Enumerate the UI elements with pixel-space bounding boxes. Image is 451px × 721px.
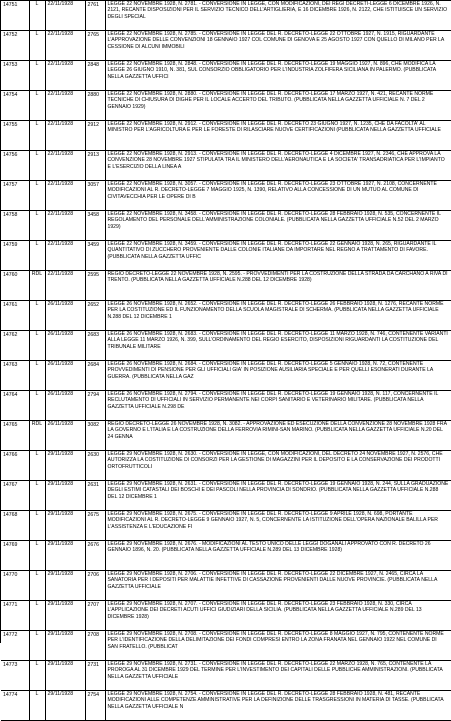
act-type: L [29, 571, 45, 601]
row-number: 14769 [1, 541, 29, 571]
act-page: 3459 [85, 241, 105, 271]
row-number: 14756 [1, 151, 29, 181]
act-description: LEGGE 29 NOVEMBRE 1928, N. 2707. - CONVERSIONE IN LEGGE DEL R. DECRETO-LEGGE 23 FEBBRAIO 1928, N. 330, CIRCA L'APPLICAZIONE DEI DECRETI ACUTI UFFICI GIUDIZIARI DELLA SICILIA. (PUBBLICATA NELLA GAZZETTA UFFICIALE N.289 DEL 13 DICEMBRE 1928) [105, 601, 451, 631]
act-date: 26/11/1928 [45, 331, 85, 361]
act-page: 2676 [85, 541, 105, 571]
table-row [1, 511, 451, 541]
act-date: 26/11/1928 [45, 301, 85, 331]
act-page: 2631 [85, 481, 105, 511]
act-description: LEGGE 26 NOVEMBRE 1928, N. 2683. - CONVERSIONE IN LEGGE DEL R. DECRETO-LEGGE 11 MARZO 1928, N. 746, CONTENENTE VARIANTI ALLA LEGGE 11 MARZO 1926, N. 399, SULL'ORDINAMENTO DEL REGIO ESERCITO, DISPOSIZIONI RIGUARDANTI LA COSTITUZIONE DEL TRIBUNALE MILITARE [105, 331, 451, 361]
table-row [1, 31, 451, 61]
act-date: 29/11/1928 [45, 601, 85, 631]
act-description: LEGGE 22 NOVEMBRE 1928, N. 2880. - CONVERSIONE IN LEGGE DEL R. DECRETO-LEGGE 17 MARZO 1927, N. 421, RECANTE NORME TECNICHE DI CHIUSURA DI DIGHE PER IL LOCALE ACCERTO DEL TRIBUTO. (PUBBLICATA NELLA GAZZETTA UFFICIALE N. 7 DEL 2 GENNAIO 1929) [105, 91, 451, 121]
act-date: 22/11/1928 [45, 121, 85, 151]
act-date: 22/11/1928 [45, 271, 85, 301]
act-date: 26/11/1928 [45, 421, 85, 451]
act-type: L [29, 61, 45, 91]
table-row [1, 181, 451, 211]
act-date: 29/11/1928 [45, 451, 85, 481]
act-type: L [29, 241, 45, 271]
act-page: 2708 [85, 631, 105, 661]
table-row [1, 241, 451, 271]
act-page: 2913 [85, 151, 105, 181]
act-date: 22/11/1928 [45, 61, 85, 91]
act-page: 2675 [85, 511, 105, 541]
act-date: 22/11/1928 [45, 181, 85, 211]
act-type: L [29, 181, 45, 211]
table-row [1, 61, 451, 91]
act-description: LEGGE 29 NOVEMBRE 1928, N. 2706. - CONVERSIONE IN LEGGE DEL R. DECRETO-LEGGE 22 DICEMBRE 1927, N. 2465, CIRCA LA SANATORIA PER I DEPOSITI PER MALATTIE INFETTIVE DI CASSAZIONE PROVENIENTI DALLE NUOVE PROVINCIE. (PUBBLICATA NELLA GAZZETTA UFFICIALE [105, 571, 451, 601]
act-date: 22/11/1928 [45, 151, 85, 181]
act-description: REGIO DECRETO-LEGGE 26 NOVEMBRE 1928, N. 3082. - APPROVAZIONE ED ESECUZIONE DELLA CONVENZIONE 28 NOVEMBRE 1928 FRA LA GOVERNO E L'ITALIA E LA COSTRUZIONE DELLA FERROVIA RIMINI-SAN MARINO. (PUBBLICATA NELLA GAZZETTA UFFICIALE N.20 DEL 24 GENNA [105, 421, 451, 451]
act-type: L [29, 541, 45, 571]
table-row [1, 451, 451, 481]
act-page: 2731 [85, 661, 105, 691]
act-page: 2912 [85, 121, 105, 151]
act-type: L [29, 511, 45, 541]
row-number: 14753 [1, 61, 29, 91]
row-number: 14771 [1, 601, 29, 631]
act-type: L [29, 361, 45, 391]
act-date: 29/11/1928 [45, 481, 85, 511]
act-date: 26/11/1928 [45, 391, 85, 421]
table-row [1, 421, 451, 451]
act-page: 2707 [85, 601, 105, 631]
act-page: 2794 [85, 391, 105, 421]
act-type: L [29, 451, 45, 481]
act-type: L [29, 661, 45, 691]
act-date: 22/11/1928 [45, 241, 85, 271]
act-date: 29/11/1928 [45, 541, 85, 571]
act-type: L [29, 301, 45, 331]
act-page: 2754 [85, 691, 105, 721]
table-row [1, 691, 451, 721]
row-number: 14754 [1, 91, 29, 121]
act-date: 26/11/1928 [45, 361, 85, 391]
act-description: REGIO DECRETO-LEGGE 22 NOVEMBRE 1928, N. 2595. - PROVVEDIMENTI PER LA COSTRUZIONE DELLA STRADA DA CARCHANO A RIVA DI TRENTO. (PUBBLICATA NELLA GAZZETTA UFFICIALE N.288 DEL 12 DICEMBRE 1928) [105, 271, 451, 301]
act-page: 2630 [85, 451, 105, 481]
laws-table [1, 1, 451, 721]
table-row [1, 301, 451, 331]
table-row [1, 541, 451, 571]
act-type: RDL [29, 271, 45, 301]
act-type: L [29, 31, 45, 61]
row-number: 14751 [1, 1, 29, 31]
act-description: LEGGE 26 NOVEMBRE 1928, N. 2652. - CONVERSIONE IN LEGGE DEL R. DECRETO-LEGGE 26 FEBBRAIO 1928, N. 1276, RECANTE NORME PER LA COSTITUZIONE ED IL FUNZIONAMENTO DELLA SCUOLA MAGISTRALE DI SCHERMA. (PUBBLICATA NELLA GAZZETTA UFFICIALE N.288 DEL 12 DICEMBRE 1 [105, 301, 451, 331]
row-number: 14765 [1, 421, 29, 451]
row-number: 14770 [1, 571, 29, 601]
act-type: L [29, 91, 45, 121]
act-page: 3082 [85, 421, 105, 451]
act-page: 2706 [85, 571, 105, 601]
act-page: 2848 [85, 61, 105, 91]
table-row [1, 391, 451, 421]
row-number: 14764 [1, 391, 29, 421]
table-row [1, 601, 451, 631]
act-description: LEGGE 29 NOVEMBRE 1928, N. 2630. - CONVERSIONE IN LEGGE, CON MODIFICAZIONI, DEL DECRETO 24 NOVEMBRE 1927, N. 2576, CHE AUTORIZZA LA COSTITUZIONE DI CONSORZI PER LA GESTIONE DI MAGAZZINI PER IL DEPOSITO E LA CONSERVAZIONE DEI PRODOTTI ORTOFRUTTICOLI [105, 451, 451, 481]
table-row [1, 211, 451, 241]
act-type: L [29, 481, 45, 511]
table-row [1, 91, 451, 121]
act-description: LEGGE 22 NOVEMBRE 1928, N. 2912. - CONVERSIONE IN LEGGE DEL R. DECRETO 23 GIUGNO 1927, N. 1235, CHE DA FACOLTA' AL MINISTRO PER L'AGRICOLTURA E PER LE FORESTE DI RILASCIARE NUOVE CERTIFICAZIONI (PUBBLICATA NELLA GAZZETTA UFFICIALE [105, 121, 451, 151]
table-row [1, 481, 451, 511]
act-date: 22/11/1928 [45, 1, 85, 31]
act-description: LEGGE 22 NOVEMBRE 1928, N. 3459. - CONVERSIONE IN LEGGE DEL R. DECRETO-LEGGE 22 GENNAIO 1928, N. 265, RIGUARDANTE IL QUANTITATIVO DI ZUCCHERO PROVENIENTE DALLE COLONIE ITALIANE DA IMPORTARE NEL REGNO A TRATTAMENTO DI FAVORE. (PUBBLICATA NELLA GAZZETTA UFFIC [105, 241, 451, 271]
act-description: LEGGE 26 NOVEMBRE 1928, N. 2684. - CONVERSIONE IN LEGGE DEL R. DECRETO-LEGGE 5 GENNAIO 1928, N. 72, CONTENENTE PROVVEDIMENTI DI PENSIONE PER GLI UFFICIALI GIA' IN POSIZIONE AUSILIARIA SPECIALE E PER QUELLI ESONERATI DURANTE LA GUERRA. (PUBBLICATA NELLA GAZ [105, 361, 451, 391]
act-description: LEGGE 22 NOVEMBRE 1928, N. 2785. - CONVERSIONE IN LEGGE DEL R. DECRETO-LEGGE 22 OTTOBRE 1927, N. 1915, RIGUARDANTE L'APPROVAZIONE DELLE CONVENZIONI 18 GENNAIO 1927 COL COMUNE DI GENOVA E 25 AGOSTO 1927 CON QUELLO DI MILANO PER LA CESSIONE DI ALCUNI IMMOBILI [105, 31, 451, 61]
act-type: L [29, 211, 45, 241]
act-page: 2761 [85, 1, 105, 31]
act-description: LEGGE 29 NOVEMBRE 1928, N. 2754. - CONVERSIONE IN LEGGE DEL R. DECRETO-LEGGE 28 FEBBRAIO 1928, N. 481, RECANTE MODIFICAZIONI ALLE COMPETENZE AMMINISTRATIVE PER LA DEFINIZIONE DELLE TRASGRESSIONI IN MATERIA DI TASSE. (PUBBLICATA NELLA GAZZETTA UFFICIALE N [105, 691, 451, 721]
row-number: 14761 [1, 301, 29, 331]
act-description: LEGGE 22 NOVEMBRE 1928, N. 2848. - CONVERSIONE IN LEGGE DEL R. DECRETO-LEGGE 19 MAGGIO 1927, N. 896, CHE MODIFICA LA LEGGE 26 GIUGNO 1910, N. 381, SUL CONSORZIO OBBLIGATORIO PER L'INDUSTRIA ZOLFIFERA SICILIANA IN PALERMO. (PUBBLICATA NELLA GAZZETTA UFFICI [105, 61, 451, 91]
row-number: 14755 [1, 121, 29, 151]
act-type: L [29, 331, 45, 361]
act-page: 2683 [85, 331, 105, 361]
act-date: 29/11/1928 [45, 571, 85, 601]
act-description: LEGGE 29 NOVEMBRE 1928, N. 2675. - CONVERSIONE IN LEGGE DEL R. DECRETO-LEGGE 9 APRILE 1928, N. 698, PORTANTE MODIFICAZIONI AL R. DECRETO-LEGGE 9 GENNAIO 1927, N. 5, CONCERNENTE LA ISTITUZIONE DELL'OPERA NAZIONALE BALILLA PER L'ASSISTENZA E L'EDUCAZIONE FI [105, 511, 451, 541]
table-row [1, 151, 451, 181]
row-number: 14762 [1, 331, 29, 361]
row-number: 14774 [1, 691, 29, 721]
act-date: 22/11/1928 [45, 91, 85, 121]
act-type: L [29, 151, 45, 181]
act-description: LEGGE 26 NOVEMBRE 1928, N. 2794. - CONVERSIONE IN LEGGE DEL R. DECRETO-LEGGE 19 GENNAIO 1928, N. 117, CONCERNENTE IL RECLUTAMENTO DI UFFICIALI IN SERVIZIO PERMANENTE NEI CORPI SANITARIO E VETERINARIO MILITARE. (PUBBLICATA NELLA GAZZETTA UFFICIALE N.298 DE [105, 391, 451, 421]
act-description: LEGGE 29 NOVEMBRE 1928, N. 2708. - CONVERSIONE IN LEGGE DEL R. DECRETO-LEGGE 8 MAGGIO 1927, N. 795, CONTENENTE NORME PER L'IDENTIFICAZIONE DELLA DELIMITAZIONE DEI FONDI COMPRESI ENTRO LA ZONA FRANATA NEL GENNAIO 1922 NEL COMUNE DI SAN FRATELLO. (PUBBLICAT [105, 631, 451, 661]
act-type: L [29, 1, 45, 31]
act-type: L [29, 391, 45, 421]
row-number: 14766 [1, 451, 29, 481]
table-row [1, 361, 451, 391]
row-number: 14759 [1, 241, 29, 271]
act-description: LEGGE 22 NOVEMBRE 1928, N. 2913. - CONVERSIONE IN LEGGE DEL R. DECRETO-LEGGE 4 DICEMBRE 1927, N. 2346, CHE APPROVA LA CONVENZIONE 28 NOVEMBRE 1927 STIPULATA TRA IL MINISTERO DELL'AERONAUTICA E LA SOCIETA' TRANSADRIATICA PER L'IMPIANTO E L'ESERCIZIO DELLA LINEA A [105, 151, 451, 181]
act-type: L [29, 631, 45, 661]
table-row [1, 1, 451, 31]
act-page: 3057 [85, 181, 105, 211]
row-number: 14772 [1, 631, 29, 661]
table-row [1, 121, 451, 151]
table-row [1, 331, 451, 361]
act-date: 29/11/1928 [45, 631, 85, 661]
row-number: 14758 [1, 211, 29, 241]
row-number: 14752 [1, 31, 29, 61]
row-number: 14760 [1, 271, 29, 301]
row-number: 14763 [1, 361, 29, 391]
act-description: LEGGE 22 NOVEMBRE 1928, N. 3057. - CONVERSIONE IN LEGGE DEL R. DECRETO-LEGGE 23 OTTOBRE 1927, N. 2108, CONCERNENTE MODIFICAZIONI AL R. DECRETO-LEGGE 7 MAGGIO 1925, N. 1390, RELATIVO ALLA CONCESSIONE DI UN MUTUO AL COMUNE DI CIVITAVECCHIA PER LE OPERE DI B [105, 181, 451, 211]
act-date: 29/11/1928 [45, 691, 85, 721]
act-page: 2595 [85, 271, 105, 301]
table-row [1, 271, 451, 301]
table-row [1, 571, 451, 601]
row-number: 14767 [1, 481, 29, 511]
act-description: LEGGE 29 NOVEMBRE 1928, N. 2631. - CONVERSIONE IN LEGGE DEL R. DECRETO-LEGGE 19 GENNAIO 1928, N. 244, SULLA GRADUAZIONE DEGLI ESTIMI CATASTALI DEI BOSCHI E DEI PASCOLI NELLA PROVINCIA DI SONDRIO. (PUBBLICATA NELLA GAZZETTA UFFICIALE N.288 DEL 12 DICEMBRE 1 [105, 481, 451, 511]
row-number: 14768 [1, 511, 29, 541]
act-date: 22/11/1928 [45, 31, 85, 61]
act-date: 29/11/1928 [45, 661, 85, 691]
act-type: L [29, 601, 45, 631]
act-description: LEGGE 29 NOVEMBRE 1928, N. 2731. - CONVERSIONE IN LEGGE DEL R. DECRETO-LEGGE 22 MARZO 1928, N. 765, CONTENENTE LA PROROGA AL 31 DICEMBRE 1929 DEL TERMINE PER L'INVESTIMENTO DEI CAPITALI DELLE PUBBLICHE AMMINISTRAZIONI. (PUBBLICATA NELLA GAZZETTA UFFICIALE [105, 661, 451, 691]
act-page: 3458 [85, 211, 105, 241]
act-description: LEGGE 29 NOVEMBRE 1928, N. 2676. - MODIFICAZIONI AL TESTO UNICO DELLE LEGGI DOGANALI APPROVATO CON R. DECRETO 26 GENNAIO 1896, N. 20. (PUBBLICATA NELLA GAZZETTA UFFICIALE N.289 DEL 13 DICEMBRE 1928) [105, 541, 451, 571]
act-page: 2765 [85, 31, 105, 61]
act-description: LEGGE 22 NOVEMBRE 1928, N. 2781. - CONVERSIONE IN LEGGE, CON MODIFICAZIONI, DEI REGI DECRETI-LEGGE 6 DICEMBRE 1926, N. 2121, RECANTE DISPOSIZIONI PER IL SERVIZIO TECNICO DELL'ARTIGLIERIA, E 16 DICEMBRE 1926, N. 2122, CHE ISTITUISCE UN SERVIZIO DEGLI SPECIAL [105, 1, 451, 31]
act-page: 2880 [85, 91, 105, 121]
act-date: 29/11/1928 [45, 511, 85, 541]
table-row [1, 661, 451, 691]
row-number: 14757 [1, 181, 29, 211]
act-description: LEGGE 22 NOVEMBRE 1928, N. 3458. - CONVERSIONE IN LEGGE DEL R. DECRETO-LEGGE 28 FEBBRAIO 1928, N. 535, CONCERNENTE IL REGOLAMENTO DEL PERSONALE DELL'AMMINISTRAZIONE COLONIALE. (PUBBLICATA NELLA GAZZETTA UFFICIALE N.52 DEL 2 MARZO 1929) [105, 211, 451, 241]
act-type: RDL [29, 421, 45, 451]
row-number: 14773 [1, 661, 29, 691]
act-date: 22/11/1928 [45, 211, 85, 241]
table-row [1, 631, 451, 661]
act-type: L [29, 691, 45, 721]
act-type: L [29, 121, 45, 151]
act-page: 2652 [85, 301, 105, 331]
act-page: 2684 [85, 361, 105, 391]
table-body [1, 1, 451, 721]
